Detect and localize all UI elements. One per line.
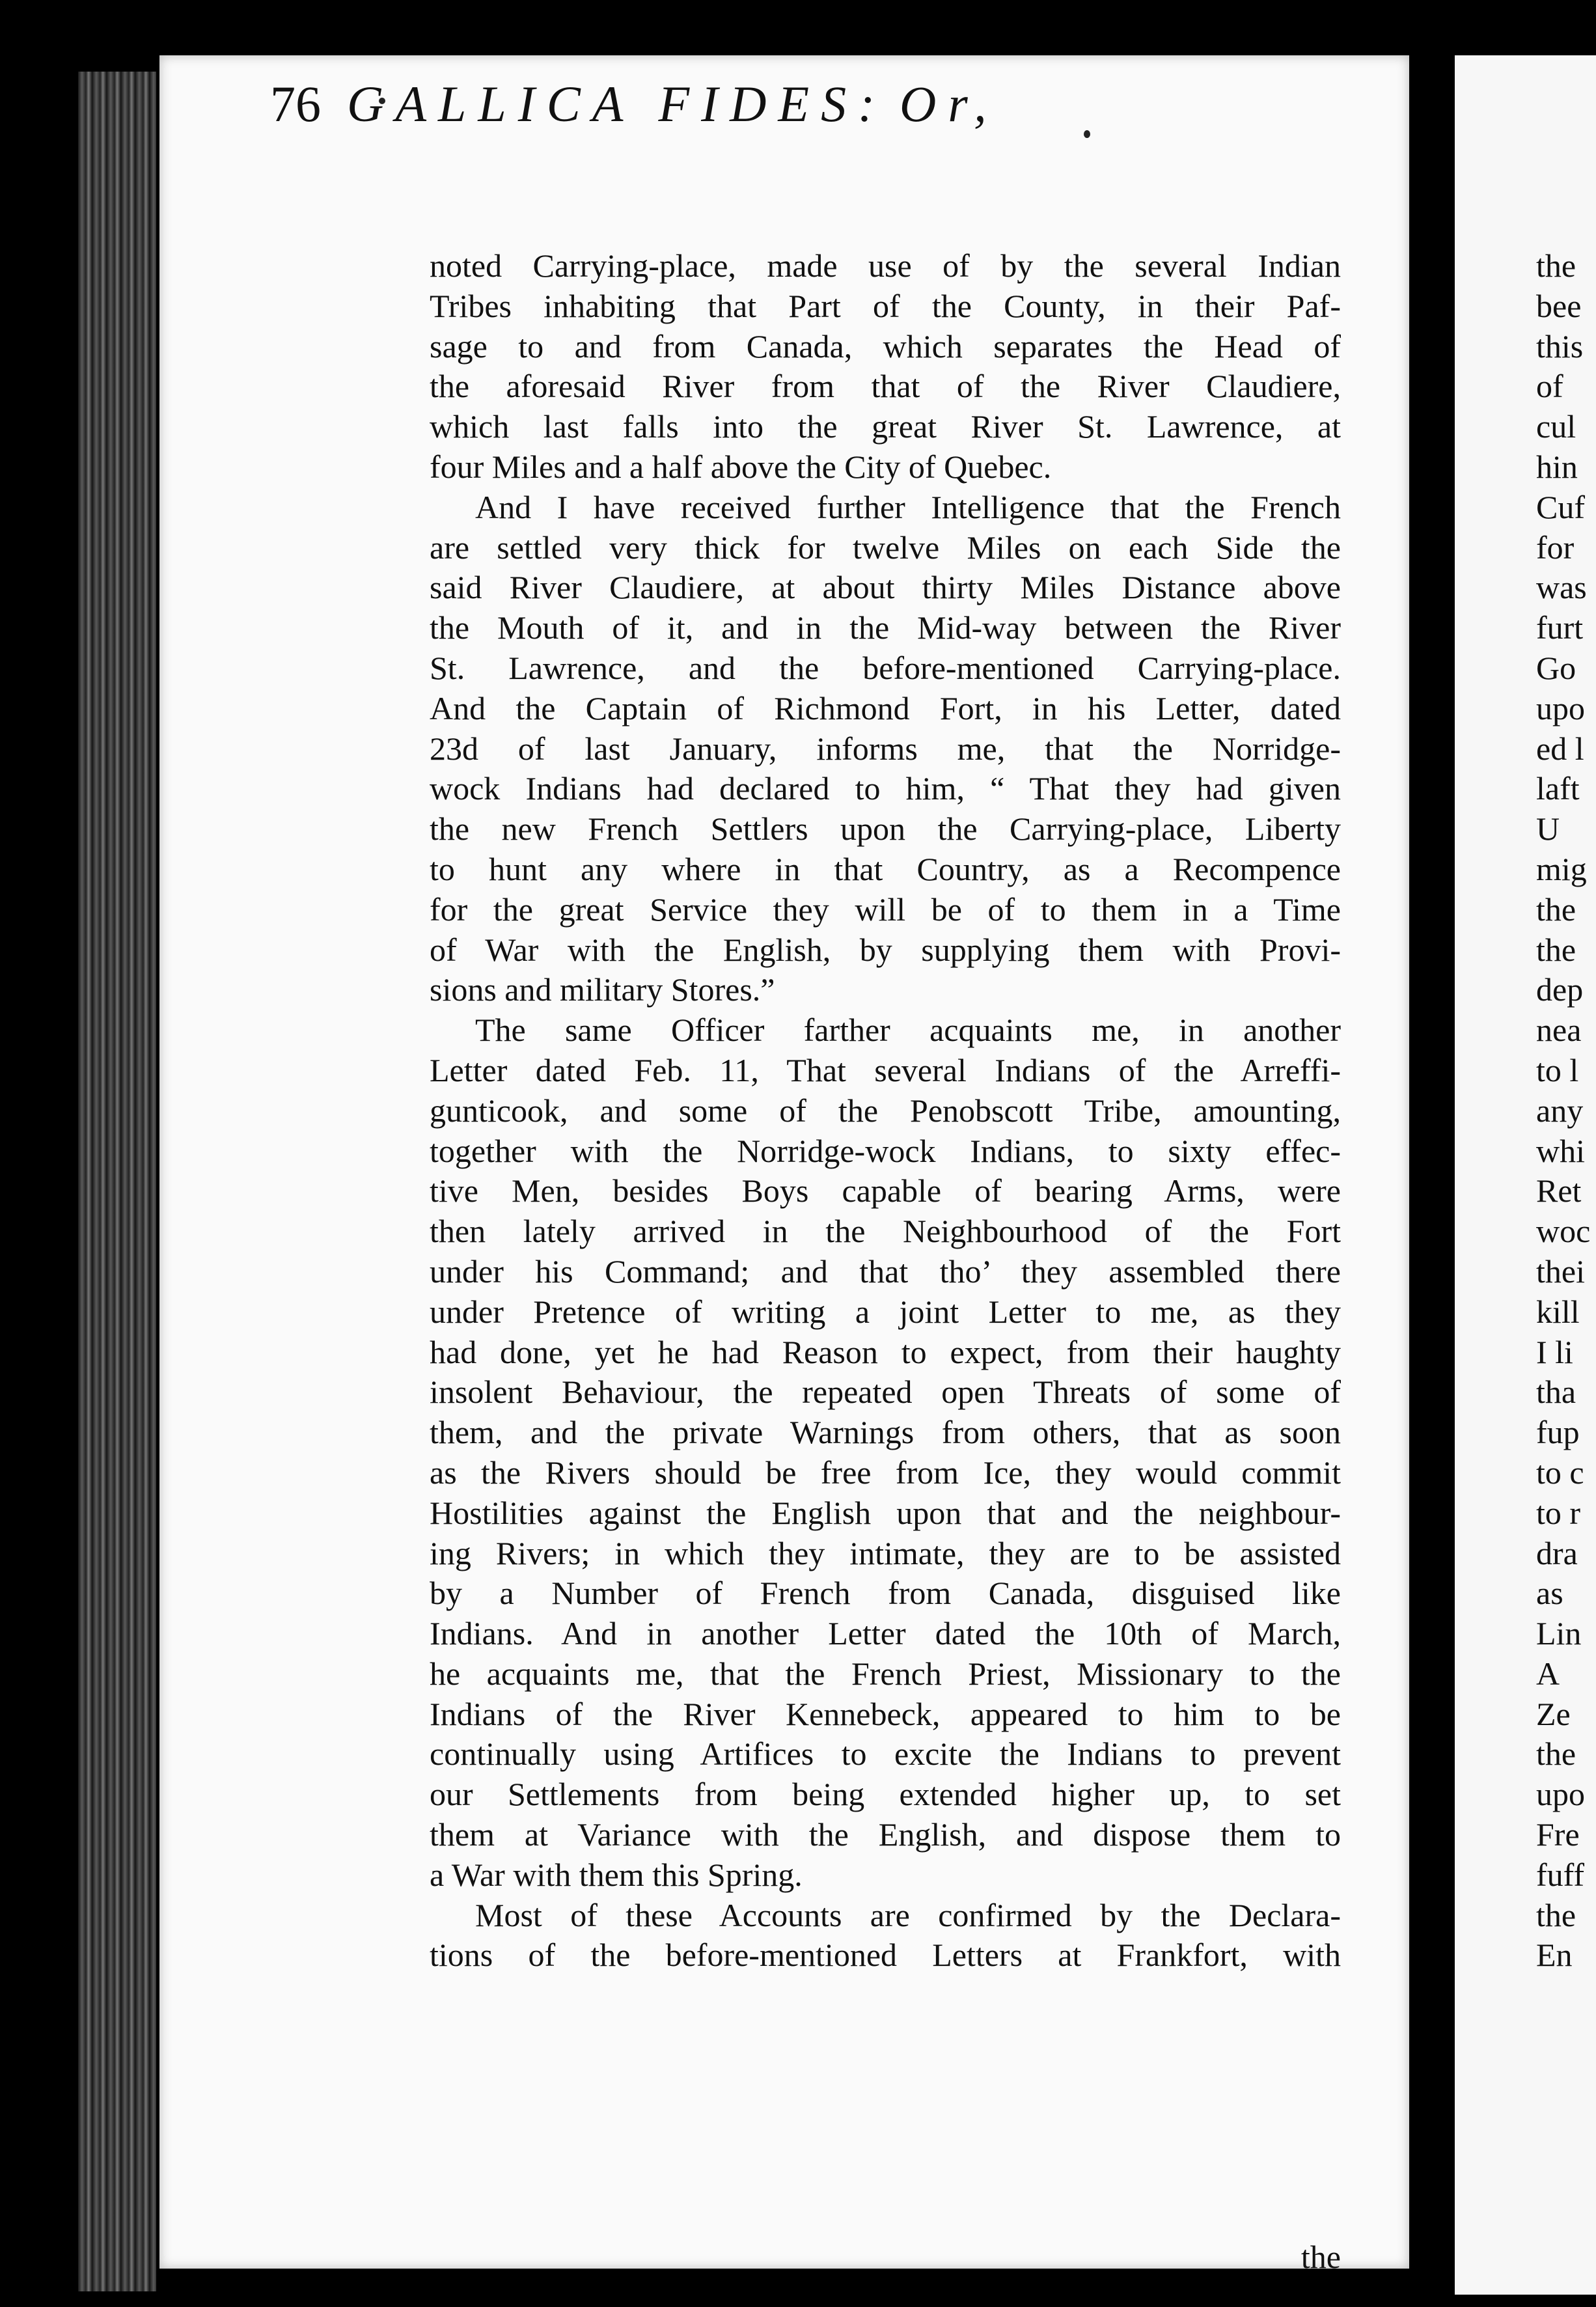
facing-page-fragment: whi	[1536, 1132, 1585, 1169]
facing-page-fragment: the	[1536, 247, 1576, 284]
text-line: them at Variance with the English, and dispose them to	[430, 1816, 1341, 1853]
facing-page-fragment: the	[1536, 931, 1576, 968]
text-line: Most of these Accounts are confirmed by the Declara-	[475, 1896, 1341, 1933]
facing-page-fragment: dep	[1536, 971, 1584, 1008]
facing-page-fragment: upo	[1536, 1776, 1585, 1813]
facing-page-fragment: hin	[1536, 448, 1578, 485]
facing-page-fragment: fuff	[1536, 1856, 1585, 1893]
text-line: a War with them this Spring.	[430, 1856, 803, 1893]
facing-page-fragment: ed l	[1536, 730, 1584, 767]
text-line: wock Indians had declared to him, “ That they had given	[430, 770, 1341, 807]
text-line: under Pretence of writing a joint Letter to me, as they	[430, 1293, 1341, 1330]
facing-page-fragment: to l	[1536, 1051, 1579, 1088]
facing-page-fragment: thei	[1536, 1252, 1585, 1290]
text-line: tive Men, besides Boys capable of bearing Arms, were	[430, 1172, 1341, 1209]
text-line: Tribes inhabiting that Part of the County, in their Paf-	[430, 287, 1341, 324]
facing-page-fragment: bee	[1536, 287, 1582, 324]
text-line: the new French Settlers upon the Carrying-place, Liberty	[430, 810, 1341, 848]
facing-page-fragment: I li	[1536, 1333, 1573, 1370]
text-line: noted Carrying-place, made use of by the several Indian	[430, 247, 1341, 284]
facing-page-fragment: any	[1536, 1092, 1584, 1129]
facing-page-fragment: dra	[1536, 1534, 1578, 1571]
facing-page-fragment: was	[1536, 569, 1587, 606]
text-line: sions and military Stores.”	[430, 971, 775, 1008]
text-line: Hostilities against the English upon that and the neighbour-	[430, 1494, 1341, 1531]
text-line: said River Claudiere, at about thirty Miles Distance above	[430, 569, 1341, 606]
text-line: four Miles and a half above the City of Quebec.	[430, 448, 1052, 485]
text-line: together with the Norridge-wock Indians, to sixty effec-	[430, 1132, 1341, 1169]
facing-page-fragment: cul	[1536, 408, 1576, 445]
facing-page-fragment: Fre	[1536, 1816, 1580, 1853]
text-line: the aforesaid River from that of the River Claudiere,	[430, 368, 1341, 405]
facing-page-fragment: as	[1536, 1575, 1563, 1612]
text-line: by a Number of French from Canada, disguised like	[430, 1575, 1341, 1612]
text-line: them, and the private Warnings from others, that as soon	[430, 1414, 1341, 1451]
text-line: Indians. And in another Letter dated the 10th of March,	[430, 1615, 1341, 1652]
facing-page-fragment: kill	[1536, 1293, 1580, 1330]
text-line: sage to and from Canada, which separates the Head of	[430, 327, 1341, 365]
facing-page-fragment: U	[1536, 810, 1560, 848]
text-line: ing Rivers; in which they intimate, they are to be assisted	[430, 1534, 1341, 1571]
body-text	[430, 246, 1341, 1976]
text-line: to hunt any where in that Country, as a Recompence	[430, 850, 1341, 887]
text-line: The same Officer farther acquaints me, in another	[475, 1012, 1341, 1049]
text-line: our Settlements from being extended higher up, to set	[430, 1776, 1341, 1813]
text-line: then lately arrived in the Neighbourhood of the Fort	[430, 1213, 1341, 1250]
facing-page-fragment: Lin	[1536, 1615, 1582, 1652]
facing-page-fragment: Go	[1536, 649, 1576, 686]
running-header	[270, 75, 1344, 146]
text-line: for the great Service they will be of to them in a Time	[430, 891, 1341, 928]
text-line: Indians of the River Kennebeck, appeared to him to be	[430, 1695, 1341, 1732]
text-line: the Mouth of it, and in the Mid-way between the River	[430, 609, 1341, 646]
facing-page-fragment: woc	[1536, 1213, 1591, 1250]
running-title: GALLICA FIDES:	[347, 76, 887, 132]
text-line: And the Captain of Richmond Fort, in his Letter, dated	[430, 689, 1341, 726]
text-line: And I have received further Intelligence that the French	[475, 488, 1341, 525]
text-line: 23d of last January, informs me, that the Norridge-	[430, 730, 1341, 767]
text-line: had done, yet he had Reason to expect, from their haughty	[430, 1333, 1341, 1370]
facing-page-fragment: nea	[1536, 1012, 1582, 1049]
text-line: gunticook, and some of the Penobscott Tribe, amounting,	[430, 1092, 1341, 1129]
facing-page-fragment: the	[1536, 1896, 1576, 1933]
facing-page-fragment: A	[1536, 1655, 1560, 1692]
text-line: which last falls into the great River St. Lawrence, at	[430, 408, 1341, 445]
running-title-suffix: Or,	[900, 76, 998, 132]
facing-page-fragment: to r	[1536, 1494, 1581, 1531]
catchword: the	[1300, 2239, 1341, 2275]
text-line: insolent Behaviour, the repeated open Threats of some of	[430, 1374, 1341, 1411]
facing-page-text	[1536, 246, 1596, 1976]
facing-page-fragment: En	[1536, 1937, 1573, 1974]
text-line: of War with the English, by supplying them with Provi-	[430, 931, 1341, 968]
text-line: under his Command; and that tho’ they assembled there	[430, 1252, 1341, 1290]
facing-page-fragment: mig	[1536, 850, 1587, 887]
facing-page-fragment: for	[1536, 529, 1575, 566]
text-line: as the Rivers should be free from Ice, they would commit	[430, 1454, 1341, 1491]
text-line: St. Lawrence, and the before-mentioned Carrying-place.	[430, 649, 1341, 686]
facing-page-fragment: this	[1536, 327, 1584, 365]
facing-page-fragment: Cuf	[1536, 488, 1585, 525]
facing-page-fragment: fup	[1536, 1414, 1580, 1451]
facing-page-fragment: tha	[1536, 1374, 1576, 1411]
facing-page-fragment: to c	[1536, 1454, 1584, 1491]
facing-page-fragment: furt	[1536, 609, 1584, 646]
facing-page-fragment: Ret	[1536, 1172, 1582, 1209]
text-line: Letter dated Feb. 11, That several Indians of the Arreffi-	[430, 1051, 1341, 1088]
facing-page-fragment: the	[1536, 891, 1576, 928]
text-line: he acquaints me, that the French Priest, Missionary to the	[430, 1655, 1341, 1692]
facing-page-fragment: of	[1536, 368, 1563, 405]
facing-page-fragment: laft	[1536, 770, 1580, 807]
page-number: 76	[270, 76, 321, 132]
facing-page-fragment: the	[1536, 1735, 1576, 1773]
text-line: tions of the before-mentioned Letters at Frankfort, with	[430, 1937, 1341, 1974]
facing-page-fragment: upo	[1536, 689, 1585, 726]
text-line: continually using Artifices to excite the Indians to prevent	[430, 1735, 1341, 1773]
book-binding	[78, 72, 156, 2291]
text-line: are settled very thick for twelve Miles on each Side the	[430, 529, 1341, 566]
facing-page-fragment: Ze	[1536, 1695, 1571, 1732]
